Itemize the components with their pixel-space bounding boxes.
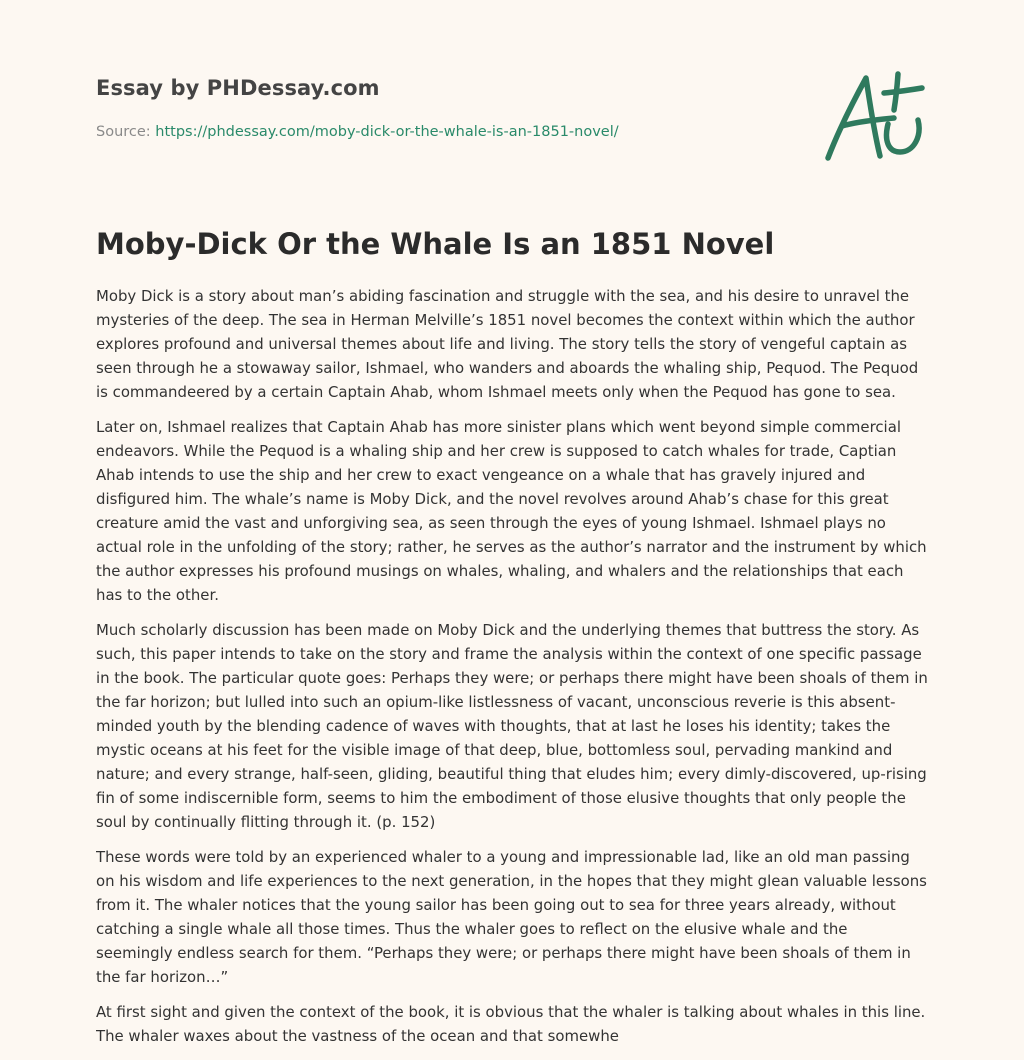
paragraph-4: These words were told by an experienced whaler to a young and impressionable lad, like an old man passing on his wisdom and life experiences to the next generation, in the hopes that they might glean valuable lessons from it. The whaler notices that the young sailor has been going out to sea for three years already, without catching a single whale all those times. Thus the whaler goes to reflect on the elusive whale and the seemingly endless search for them. “Perhaps they were; or perhaps there might have been shoals of them in the far horizon…” xyxy=(96,848,927,986)
source-link[interactable]: https://phdessay.com/moby-dick-or-the-whale-is-an-1851-novel/ xyxy=(155,124,619,140)
site-title: Essay by PHDessay.com xyxy=(96,76,380,100)
paragraph-5: At first sight and given the context of the book, it is obvious that the whaler is talking about whales in this line. The whaler waxes about the vastness of the ocean and that somewhe xyxy=(96,1003,926,1045)
paragraph-1: Moby Dick is a story about man’s abiding fascination and struggle with the sea, and his desire to unravel the mysteries of the deep. The sea in Herman Melville’s 1851 novel becomes the context within which the author explores profound and universal themes about life and living. The story tells the story of vengeful captain as seen through he a stowaway sailor, Ishmael, who wanders and aboards the whaling ship, Pequod. The Pequod is commandeered by a certain Captain Ahab, whom Ishmael meets only when the Pequod has gone to sea. xyxy=(96,287,919,401)
article-title: Moby-Dick Or the Whale Is an 1851 Novel xyxy=(96,227,775,261)
paragraph-2: Later on, Ishmael realizes that Captain Ahab has more sinister plans which went beyond simple commercial endeavors. While the Pequod is a whaling ship and her crew is supposed to catch whales for trade, Captian Ahab intends to use the ship and her crew to exact vengeance on a whale that has gravely injured and disfigured him. The whale’s name is Moby Dick, and the novel revolves around Ahab’s chase for this great creature amid the vast and unforgiving sea, as seen through the eyes of young Ishmael. Ishmael plays no actual role in the unfolding of the story; rather, he serves as the author’s narrator and the instrument by which the author expresses his profound musings on whales, whaling, and whalers and the relationships that each has to the other. xyxy=(96,418,927,604)
source-line xyxy=(96,124,619,140)
paragraph-3: Much scholarly discussion has been made on Moby Dick and the underlying themes that buttress the story. As such, this paper intends to take on the story and frame the analysis within the context of one specific passage in the book. The particular quote goes: Perhaps they were; or perhaps there might have been shoals of them in the far horizon; but lulled into such an opium-like listlessness of vacant, unconscious reverie is this absent-minded youth by the blending cadence of waves with thoughts, that at last he loses his identity; takes the mystic oceans at his feet for the visible image of that deep, blue, bottomless soul, pervading mankind and nature; and every strange, half-seen, gliding, beautiful thing that eludes him; every dimly-discovered, up-rising fin of some indiscernible form, seems to him the embodiment of those elusive thoughts that only people the soul by continually flitting through it. (p. 152) xyxy=(96,621,928,831)
a-plus-logo-icon xyxy=(818,66,930,166)
source-label: Source: xyxy=(96,124,156,140)
article-body xyxy=(96,284,928,1060)
a-plus-logo xyxy=(818,66,930,166)
